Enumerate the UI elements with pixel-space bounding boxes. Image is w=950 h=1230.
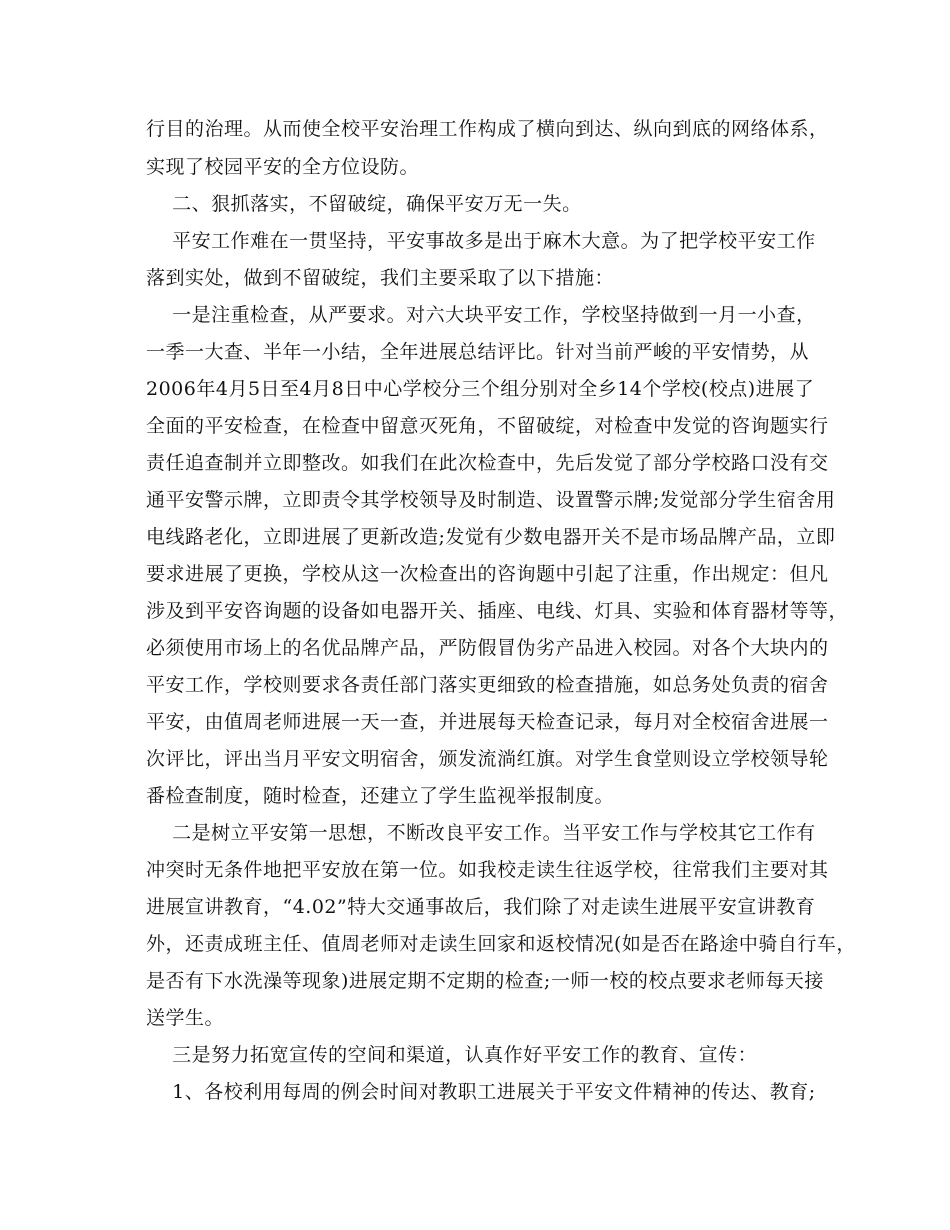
text-line: 进展宣讲教育，“4.02”特大交通事故后，我们除了对走读生进展平安宣讲教育 <box>146 896 816 918</box>
text-line: 是否有下水洗澡等现象)进展定期不定期的检查;一师一校的校点要求老师每天接 <box>146 970 824 992</box>
text-line: 要求进展了更换，学校从这一次检查出的咨询题中引起了注重，作出规定：但凡 <box>146 563 829 585</box>
text-line: 番检查制度，随时检查，还建立了学生监视举报制度。 <box>146 785 615 807</box>
text-line: 三是努力拓宽宣传的空间和渠道，认真作好平安工作的教育、宣传： <box>146 1044 758 1066</box>
text-line: 通平安警示牌，立即责令其学校领导及时制造、设置警示牌;发觉部分学生宿舍用 <box>146 489 836 511</box>
text-line: 涉及到平安咨询题的设备如电器开关、插座、电线、灯具、实验和体育器材等等， <box>146 600 849 622</box>
text-line: 电线路老化，立即进展了更新改造;发觉有少数电器开关不是市场品牌产品，立即 <box>146 526 836 548</box>
text-line: 1、各校利用每周的例会时间对教职工进展关于平安文件精神的传达、教育; <box>146 1081 816 1103</box>
text-line: 实现了校园平安的全方位设防。 <box>146 156 420 178</box>
text-line: 外，还责成班主任、值周老师对走读生回家和返校情况(如是否在路途中骑自行车， <box>146 933 856 955</box>
text-line: 平安，由值周老师进展一天一查，并进展每天检查记录，每月对全校宿舍进展一 <box>146 711 829 733</box>
text-line: 落到实处，做到不留破绽，我们主要采取了以下措施： <box>146 267 615 289</box>
text-line: 必须使用市场上的名优品牌产品，严防假冒伪劣产品进入校园。对各个大块内的 <box>146 637 829 659</box>
text-line: 行目的治理。从而使全校平安治理工作构成了横向到达、纵向到底的网络体系， <box>146 118 829 140</box>
text-line: 二是树立平安第一思想，不断改良平安工作。当平安工作与学校其它工作有 <box>146 822 816 844</box>
text-line: 冲突时无条件地把平安放在第一位。如我校走读生往返学校，往常我们主要对其 <box>146 859 829 881</box>
text-line: 平安工作难在一贯坚持，平安事故多是出于麻木大意。为了把学校平安工作 <box>146 230 816 252</box>
text-line: 全面的平安检查，在检查中留意灭死角，不留破绽，对检查中发觉的咨询题实行 <box>146 415 829 437</box>
text-line: 一是注重检查，从严要求。对六大块平安工作，学校坚持做到一月一小查， <box>146 304 816 326</box>
text-line: 2006年4月5日至4月8日中心学校分三个组分别对全乡14个学校(校点)进展了 <box>146 378 815 400</box>
text-line: 次评比，评出当月平安文明宿舍，颁发流淌红旗。对学生食堂则设立学校领导轮 <box>146 748 829 770</box>
text-line: 送学生。 <box>146 1007 225 1029</box>
text-line: 责任追查制并立即整改。如我们在此次检查中，先后发觉了部分学校路口没有交 <box>146 452 829 474</box>
section-heading: 二、狠抓落实，不留破绽，确保平安万无一失。 <box>146 193 582 215</box>
text-line: 一季一大查、半年一小结，全年进展总结评比。针对当前严峻的平安情势，从 <box>146 341 810 363</box>
text-line: 平安工作，学校则要求各责任部门落实更细致的检查措施，如总务处负责的宿舍 <box>146 674 829 696</box>
